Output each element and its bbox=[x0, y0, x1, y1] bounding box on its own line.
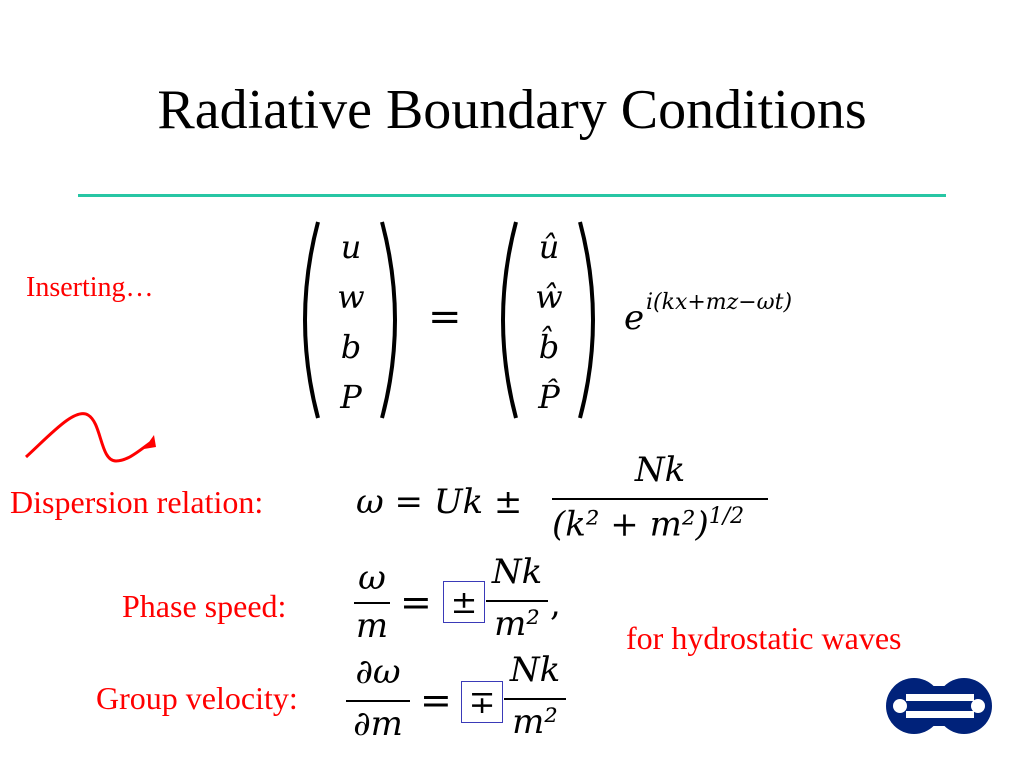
dispersion-label: Dispersion relation: bbox=[10, 484, 264, 520]
vector-rhs-P-hat: P̂ bbox=[538, 378, 560, 416]
group-rhs-numerator: Nk bbox=[509, 650, 561, 690]
group-sign-box: ∓ bbox=[461, 681, 503, 723]
vector-lhs-P: P bbox=[340, 378, 362, 416]
group-equals: = bbox=[420, 678, 452, 722]
vector-rhs-u-hat: û bbox=[538, 228, 560, 266]
vector-lhs-u: u bbox=[340, 228, 362, 266]
dispersion-denominator-power: 1/2 bbox=[708, 504, 745, 529]
inserting-label: Inserting… bbox=[26, 272, 154, 303]
group-label: Group velocity: bbox=[96, 680, 298, 716]
phase-sign-box: ± bbox=[443, 581, 485, 623]
phase-rhs-denominator: m² bbox=[494, 604, 540, 644]
dispersion-fraction-bar bbox=[552, 498, 768, 500]
vector-lhs-w: w bbox=[337, 278, 365, 316]
dispersion-numerator: Nk bbox=[634, 450, 686, 490]
phase-label: Phase speed: bbox=[122, 588, 287, 624]
right-paren-rhs bbox=[574, 218, 610, 422]
phase-rhs-numerator: Nk bbox=[491, 552, 543, 592]
vector-lhs-b: b bbox=[340, 328, 362, 366]
red-wave-arrow-icon bbox=[20, 405, 160, 467]
phase-equals: = bbox=[400, 580, 432, 624]
ecmwf-logo bbox=[884, 664, 994, 748]
group-fraction-bar bbox=[346, 700, 410, 702]
group-numerator: ∂ω bbox=[355, 652, 401, 692]
phase-fraction-bar bbox=[354, 602, 390, 604]
phase-denominator: m bbox=[355, 606, 389, 646]
phase-rhs-fraction-bar bbox=[486, 600, 548, 602]
vector-rhs-w-hat: ŵ bbox=[535, 278, 563, 316]
phase-comma: , bbox=[550, 584, 561, 624]
exp-power: i(kx+mz−ωt) bbox=[646, 290, 793, 315]
vector-rhs-b-hat: b̂ bbox=[538, 328, 560, 366]
title-divider bbox=[78, 194, 946, 197]
left-paren-rhs bbox=[486, 218, 522, 422]
phase-numerator: ω bbox=[358, 558, 386, 598]
vector-lhs bbox=[326, 222, 376, 422]
group-denominator: ∂m bbox=[353, 704, 403, 744]
group-rhs-fraction-bar bbox=[504, 698, 566, 700]
group-rhs-denominator: m² bbox=[512, 702, 558, 742]
dispersion-denominator-base: (k² + m²) bbox=[552, 504, 709, 545]
right-paren-lhs bbox=[376, 218, 412, 422]
vector-equals: = bbox=[428, 294, 462, 340]
left-paren-lhs bbox=[288, 218, 324, 422]
hydrostatic-label: for hydrostatic waves bbox=[626, 620, 902, 656]
vector-rhs bbox=[524, 222, 574, 422]
exp-base: e bbox=[624, 298, 645, 338]
dispersion-lhs: ω = Uk ± bbox=[356, 482, 523, 522]
slide-title: Radiative Boundary Conditions bbox=[157, 79, 867, 141]
dispersion-denominator bbox=[552, 504, 744, 544]
